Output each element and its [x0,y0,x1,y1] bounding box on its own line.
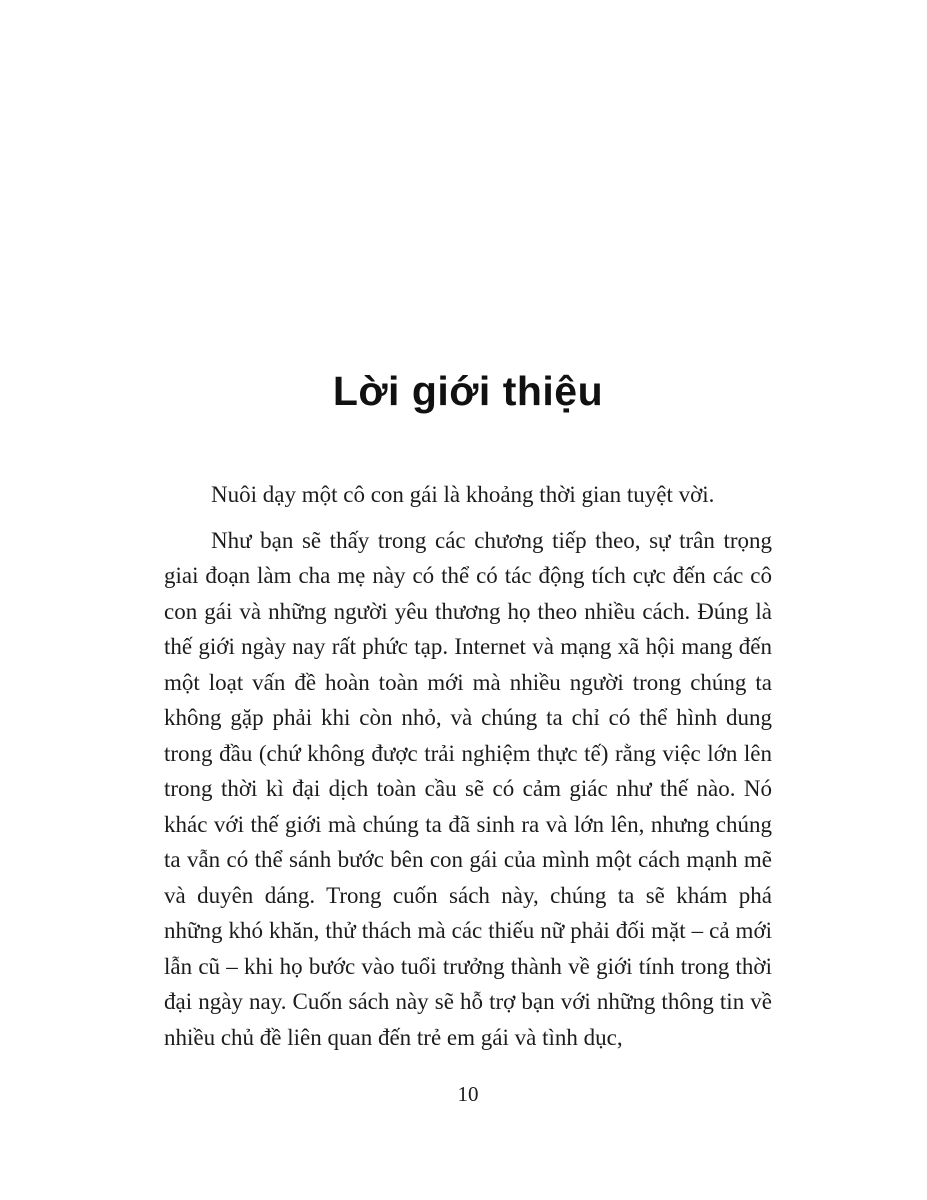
body-text [164,477,772,1055]
chapter-title: Lời giới thiệu [332,368,604,414]
paragraph: Như bạn sẽ thấy trong các chương tiếp theo, sự trân trọng giai đoạn làm cha mẹ này có thể có tác động tích cực đến các cô con gái và những người yêu thương họ theo nhiều cách. Đúng là thế giới ngày nay rất phức tạp. Internet và mạng xã hội mang đến một loạt vấn đề hoàn toàn mới mà nhiều người trong chúng ta không gặp phải khi còn nhỏ, và chúng ta chỉ có thể hình dung trong đầu (chứ không được trải nghiệm thực tế) rằng việc lớn lên trong thời kì đại dịch toàn cầu sẽ có cảm giác như thế nào. Nó khác với thế giới mà chúng ta đã sinh ra và lớn lên, nhưng chúng ta vẫn có thể sánh bước bên con gái của mình một cách mạnh mẽ và duyên dáng. Trong cuốn sách này, chúng ta sẽ khám phá những khó khăn, thử thách mà các thiếu nữ phải đối mặt – cả mới lẫn cũ – khi họ bước vào tuổi trưởng thành về giới tính trong thời đại ngày nay. Cuốn sách này sẽ hỗ trợ bạn với những thông tin về nhiều chủ đề liên quan đến trẻ em gái và tình dục, [164,527,772,1050]
page-content [164,0,772,1055]
paragraph: Nuôi dạy một cô con gái là khoảng thời gian tuyệt vời. [211,482,715,507]
page-number: 10 [457,1082,479,1106]
